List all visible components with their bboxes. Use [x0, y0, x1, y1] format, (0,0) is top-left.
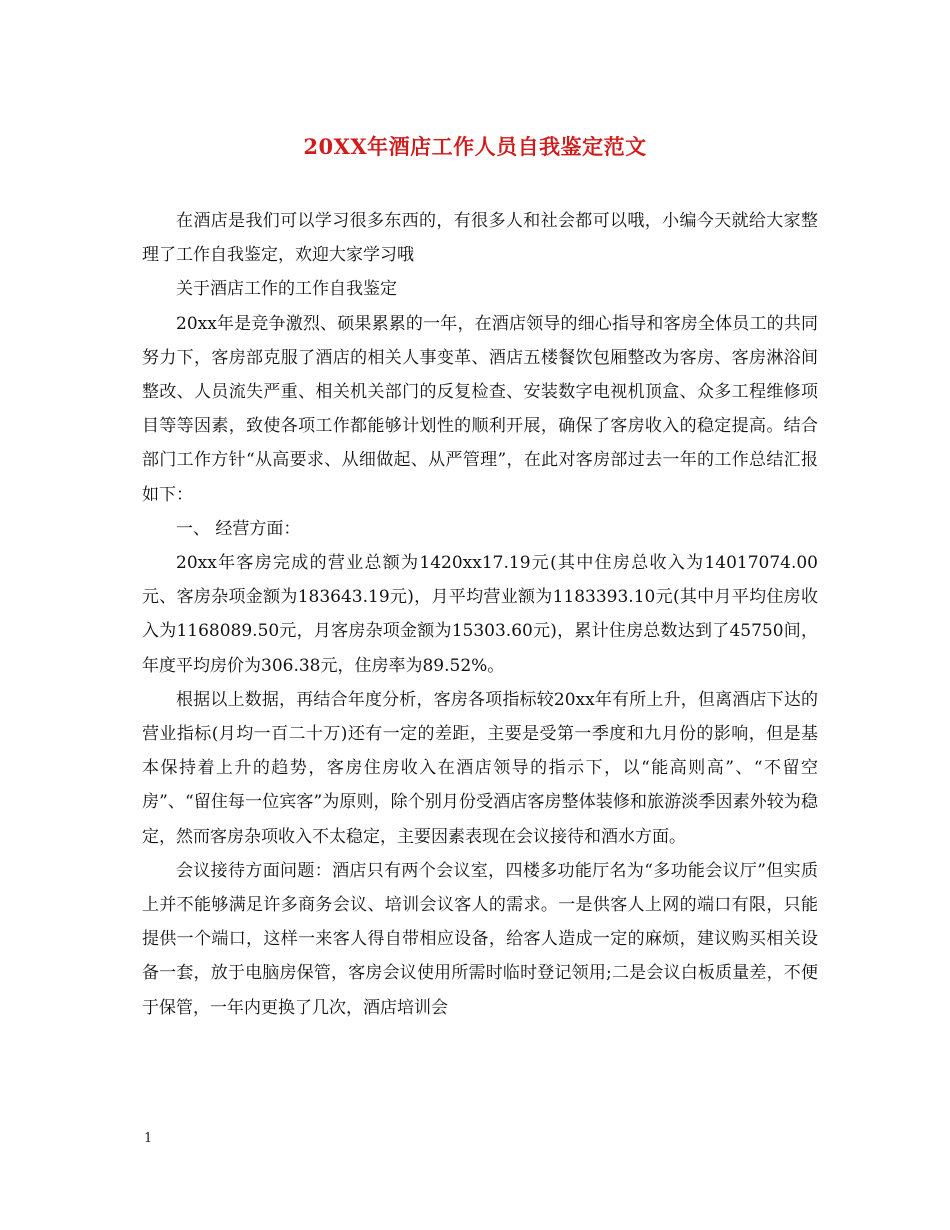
document-body [142, 204, 818, 1025]
page-number: 1 [144, 1131, 153, 1146]
section-heading: 关于酒店工作的工作自我鉴定 [176, 279, 397, 300]
subsection-heading: 一、 经营方面： [176, 518, 301, 539]
revenue-paragraph: 20xx年客房完成的营业总额为1420xx17.19元(其中住房总收入为14017074.00元、客房杂项金额为183643.19元)，月平均营业额为1183393.10元(其中月平均住房收入为1168089.50元，月客房杂项金额为15303.60元)，累计住房总数达到了45750间，年度平均房价为306.38元，住房率为89.52%。 [142, 553, 818, 676]
intro-paragraph: 在酒店是我们可以学习很多东西的，有很多人和社会都可以哦，小编今天就给大家整理了工作自我鉴定，欢迎大家学习哦 [142, 211, 818, 266]
document-title: 20XX年酒店工作人员自我鉴定范文 [303, 134, 647, 159]
meeting-paragraph: 会议接待方面问题：酒店只有两个会议室，四楼多功能厅名为“多功能会议厅”但实质上并不能够满足许多商务会议、培训会议客人的需求。一是供客人上网的端口有限，只能提供一个端口，这样一来客人得自带相应设备，给客人造成一定的麻烦，建议购买相关设备一套，放于电脑房保管，客房会议使用所需时临时登记领用;二是会议白板质量差，不便于保管，一年内更换了几次，酒店培训会 [142, 860, 818, 1018]
analysis-paragraph: 根据以上数据，再结合年度分析，客房各项指标较20xx年有所上升，但离酒店下达的营业指标(月均一百二十万)还有一定的差距，主要是受第一季度和九月份的影响，但是基本保持着上升的趋势，客房住房收入在酒店领导的指示下，以“能高则高”、“不留空房”、“留住每一位宾客”为原则，除个别月份受酒店客房整体装修和旅游淡季因素外较为稳定，然而客房杂项收入不太稳定，主要因素表现在会议接待和酒水方面。 [142, 689, 818, 847]
summary-paragraph: 20xx年是竞争激烈、硕果累累的一年，在酒店领导的细心指导和客房全体员工的共同努力下，客房部克服了酒店的相关人事变革、酒店五楼餐饮包厢整改为客房、客房淋浴间整改、人员流失严重、相关机关部门的反复检查、安装数字电视机顶盒、众多工程维修项目等等因素，致使各项工作都能够计划性的顺利开展，确保了客房收入的稳定提高。结合部门工作方针“从高要求、从细做起、从严管理”，在此对客房部过去一年的工作总结汇报如下： [142, 313, 818, 505]
